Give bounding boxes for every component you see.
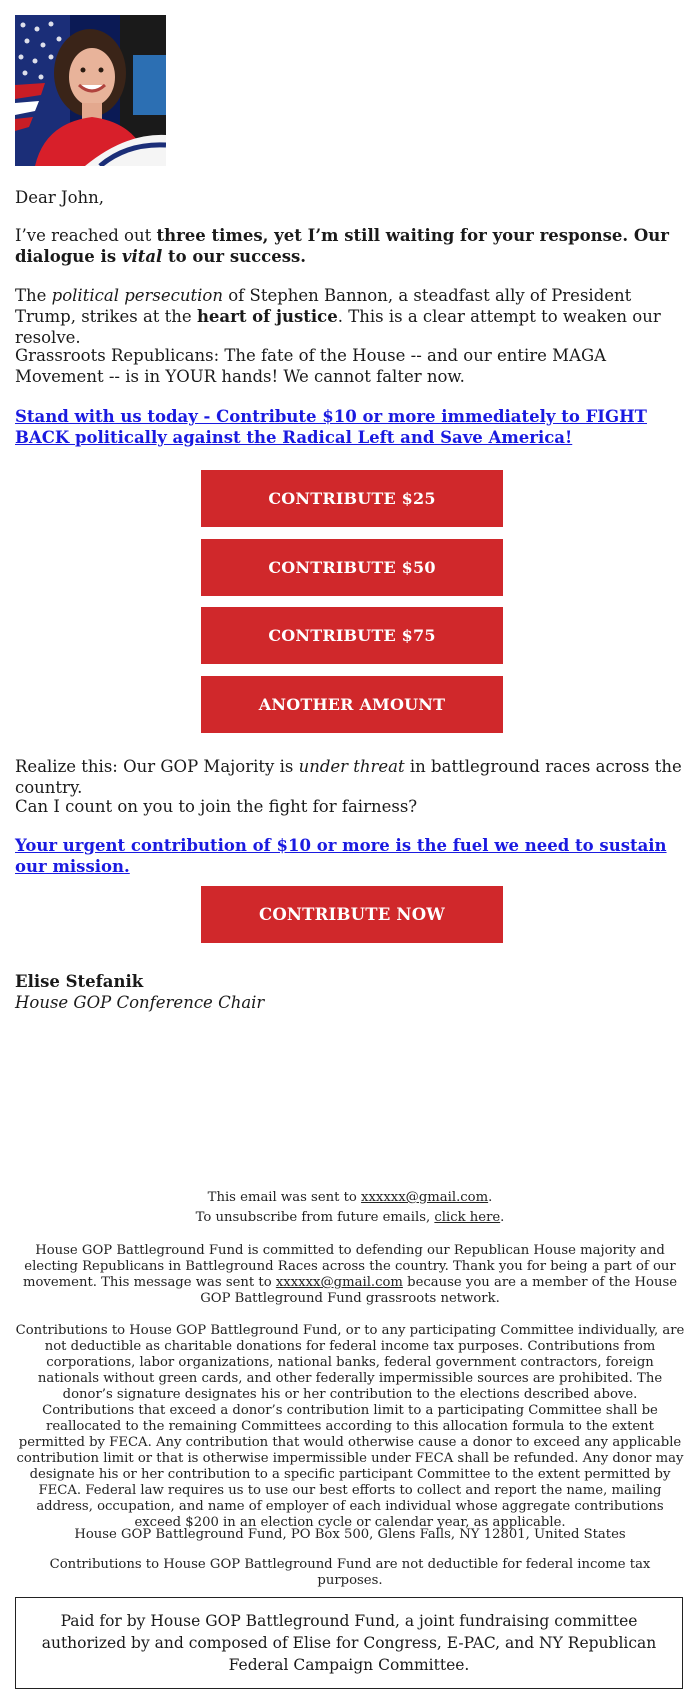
unsubscribe-suffix: . (500, 1210, 505, 1225)
paragraph-grassroots: Grassroots Republicans: The fate of the House -- and our entire MAGA Movement -- is in YOUR hands! We cannot falter now. (15, 346, 607, 386)
contribute-50-button[interactable]: CONTRIBUTE $50 (201, 539, 503, 596)
unsubscribe-link[interactable]: click here (434, 1210, 501, 1225)
outreach-text-bold: three times, yet I’m still waiting for your response. Our dialogue is (15, 226, 669, 266)
persecution-text-e: . This is a clear attempt to weaken our resolve. (15, 307, 661, 347)
threat-text-a: Realize this: Our GOP Majority is (15, 757, 299, 776)
contribute-75-button[interactable]: CONTRIBUTE $75 (201, 607, 503, 664)
contribute-25-button[interactable]: CONTRIBUTE $25 (201, 470, 503, 527)
another-amount-button[interactable]: ANOTHER AMOUNT (201, 676, 503, 733)
committed-text-a: House GOP Battleground Fund is committed to defending our Republican House majority and electing Republicans in Battleground Races across the country. Thank you for being a part of our movement. This message was sent to (22, 1243, 676, 1290)
paid-for-by-box (15, 1597, 683, 1689)
paragraph-count-on-you: Can I count on you to join the fight for fairness? (15, 797, 418, 816)
cta-link-stand-with-us[interactable]: Stand with us today - Contribute $10 or more immediately to FIGHT BACK politically against the Radical Left and Save America! (15, 407, 647, 447)
sent-to-prefix: This email was sent to (207, 1190, 362, 1205)
persecution-text-a: The (15, 286, 52, 305)
signature-title: House GOP Conference Chair (15, 993, 265, 1012)
paragraph-threat (15, 756, 685, 798)
persecution-text-c: of Stephen Bannon, a steadfast ally of President Trump, strikes at the (15, 286, 632, 326)
unsubscribe-prefix: To unsubscribe from future emails, (195, 1210, 435, 1225)
footer-sent-to (15, 1190, 685, 1206)
threat-text-italic: under threat (298, 757, 405, 776)
outreach-text-italic: vital (121, 247, 163, 266)
footer-committed (15, 1243, 685, 1307)
signature-name: Elise Stefanik (15, 972, 144, 991)
threat-text-c: in battleground races across the country. (15, 757, 682, 797)
paid-for-by-text: Paid for by House GOP Battleground Fund, a joint fundraising committee authorized by and composed of Elise for Congress, E-PAC, and NY Republican Federal Campaign Committee. (41, 1612, 657, 1674)
persecution-text-italic: political persecution (51, 286, 223, 305)
contribute-now-button[interactable]: CONTRIBUTE NOW (201, 886, 503, 943)
paragraph-persecution (15, 285, 685, 348)
footer-address: House GOP Battleground Fund, PO Box 500, Glens Falls, NY 12801, United States (74, 1527, 626, 1542)
committed-email-link[interactable]: xxxxxx@gmail.com (275, 1275, 403, 1290)
sent-to-suffix: . (488, 1190, 493, 1205)
committed-text-b: because you are a member of the House GOP Battleground Fund grassroots network. (200, 1275, 678, 1306)
cta-link-urgent-contribution[interactable]: Your urgent contribution of $10 or more is the fuel we need to sustain our mission. (15, 836, 667, 876)
paragraph-outreach (15, 225, 685, 267)
persecution-text-bold: heart of justice (196, 307, 338, 326)
greeting: Dear John, (15, 188, 105, 207)
footer-not-deductible: Contributions to House GOP Battleground Fund are not deductible for federal income tax purposes. (49, 1557, 651, 1588)
footer-unsubscribe (15, 1210, 685, 1226)
outreach-text-end: to our success. (162, 247, 307, 266)
recipient-email-link[interactable]: xxxxxx@gmail.com (361, 1190, 489, 1205)
outreach-text-a: I’ve reached out (15, 226, 157, 245)
header-photo (15, 15, 166, 166)
footer-disclaimer: Contributions to House GOP Battleground Fund, or to any participating Committee individually, are not deductible as charitable donations for federal income tax purposes. Contributions from corporations, labor organizations, national banks, federal government contractors, foreign nationals without green cards, and other federally impermissible sources are prohibited. The donor’s signature designates his or her contribution to the elections described above. Contributions that exceed a donor’s contribution limit to a participating Committee shall be reallocated to the remaining Committees according to this allocation formula to the extent permitted by FECA. Any contribution that would otherwise cause a donor to exceed any applicable contribution limit or that is otherwise impermissible under FECA shall be refunded. Any donor may designate his or her contribution to a specific participant Committee to the extent permitted by FECA. Federal law requires us to use our best efforts to collect and report the name, mailing address, occupation, and name of employer of each individual whose aggregate contributions exceed $200 in an election cycle or calendar year, as applicable. (15, 1323, 685, 1530)
